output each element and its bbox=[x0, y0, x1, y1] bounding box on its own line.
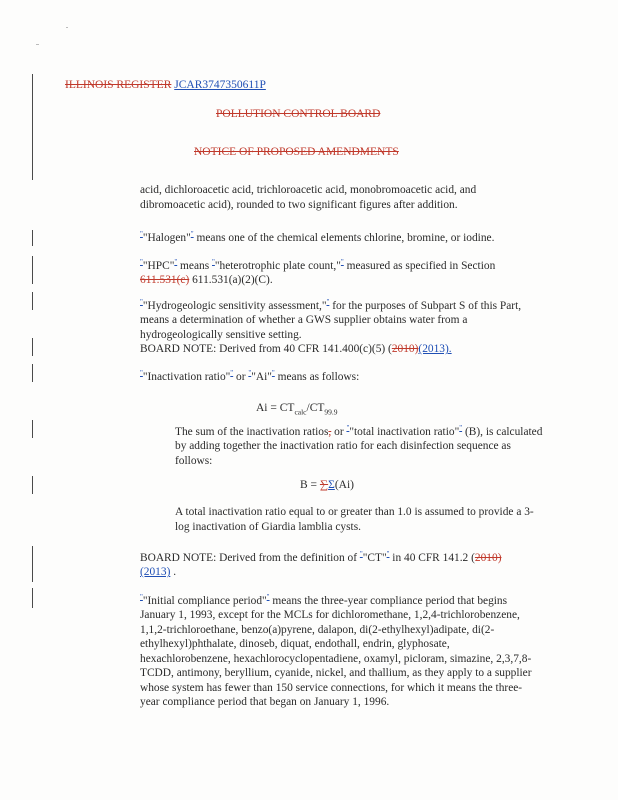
board-note: BOARD NOTE: Derived from 40 CFR 141.400(c)(5) ( bbox=[140, 343, 392, 356]
revision-bar bbox=[32, 364, 33, 382]
board-note-ct: BOARD NOTE: Derived from the definition of ""CT"" in 40 CFR 141.2 (2010) (2013) . bbox=[140, 550, 502, 579]
register-deleted: ILLINOIS REGISTER bbox=[65, 79, 172, 91]
paragraph-giardia: A total inactivation ratio equal to or greater than 1.0 is assumed to provide a 3-log inactivation of Giardia lamblia cysts. bbox=[175, 506, 534, 533]
paragraph-continuation: acid, dichloroacetic acid, trichloroacetic acid, monobromoacetic acid, and dibromoacetic acid), rounded to two significant figures after addition. bbox=[140, 184, 477, 211]
board-header bbox=[216, 108, 380, 120]
definition-halogen: ""Halogen"" means one of the chemical elements chlorine, bromine, or iodine. bbox=[140, 230, 495, 244]
definition-hydrogeologic: ""Hydrogeologic sensitivity assessment,"" for the purposes of Subpart S of this Part, means a determination of whether a GWS supplier obtains water from a hydrogeologically sensitive setting. BOARD NOTE: Derived from 40 CFR 141.400(c)(5) (2010)(2013). bbox=[140, 298, 522, 356]
register-header bbox=[65, 79, 266, 91]
revision-bar bbox=[32, 256, 33, 284]
revision-bar bbox=[32, 546, 33, 582]
scan-speck bbox=[36, 44, 39, 45]
revision-bar bbox=[32, 292, 33, 310]
board-deleted: POLLUTION CONTROL BOARD bbox=[216, 108, 381, 120]
deleted-section-ref: 611.531(c) bbox=[140, 274, 190, 287]
notice-deleted: NOTICE OF PROPOSED AMENDMENTS bbox=[194, 146, 399, 158]
revision-bar bbox=[32, 230, 33, 246]
register-inserted: JCAR3747350611P bbox=[174, 79, 266, 91]
notice-header bbox=[194, 146, 399, 158]
paragraph-total-inactivation: The sum of the inactivation ratios, or ""total inactivation ratio"" (B), is calculated by adding together the inactivation ratio for each disinfection sequence as follows: bbox=[175, 424, 543, 467]
definition-inactivation-ratio: ""Inactivation ratio"" or ""Ai"" means as follows: bbox=[140, 369, 360, 383]
section-ref: 611.531(a)(2)(C). bbox=[192, 274, 273, 287]
formula-b: B = ∑Σ(Ai) bbox=[300, 479, 354, 491]
revision-bar bbox=[32, 74, 33, 180]
definition-hpc: ""HPC"" means ""heterotrophic plate count,"" measured as specified in Section 611.531(c) 611.531(a)(2)(C). bbox=[140, 258, 496, 287]
revision-bar bbox=[32, 338, 33, 356]
scan-speck bbox=[66, 27, 68, 28]
revision-bar bbox=[32, 476, 33, 494]
revision-bar bbox=[32, 420, 33, 438]
formula-ai: $Ai = CT_{calc}/CT_{99.9}$ bbox=[256, 402, 338, 417]
revision-bar bbox=[32, 588, 33, 608]
definition-initial-compliance-period: ""Initial compliance period"" means the three-year compliance period that begins January 1, 1993, except for the MCLs for dichloromethane, 1,2,4-trichlorobenzene, 1,1,2-trichloroethane, benzo(a)pyrene, dalapon, di(2-ethylhexyl)adipate, di(2-ethylhexyl)phthalate, dinoseb, diquat, endothall, endrin, glyphosate, hexachlorobenzene, hexachlorocyclopentadiene, oxamyl, picloram, simazine, 2,3,7,8-TCDD, antimony, beryllium, cyanide, nickel, and thallium, as they apply to a supplier whose system has fewer than 150 service connections, for which it means the three-year compliance period that began on January 1, 1996. bbox=[140, 593, 532, 709]
